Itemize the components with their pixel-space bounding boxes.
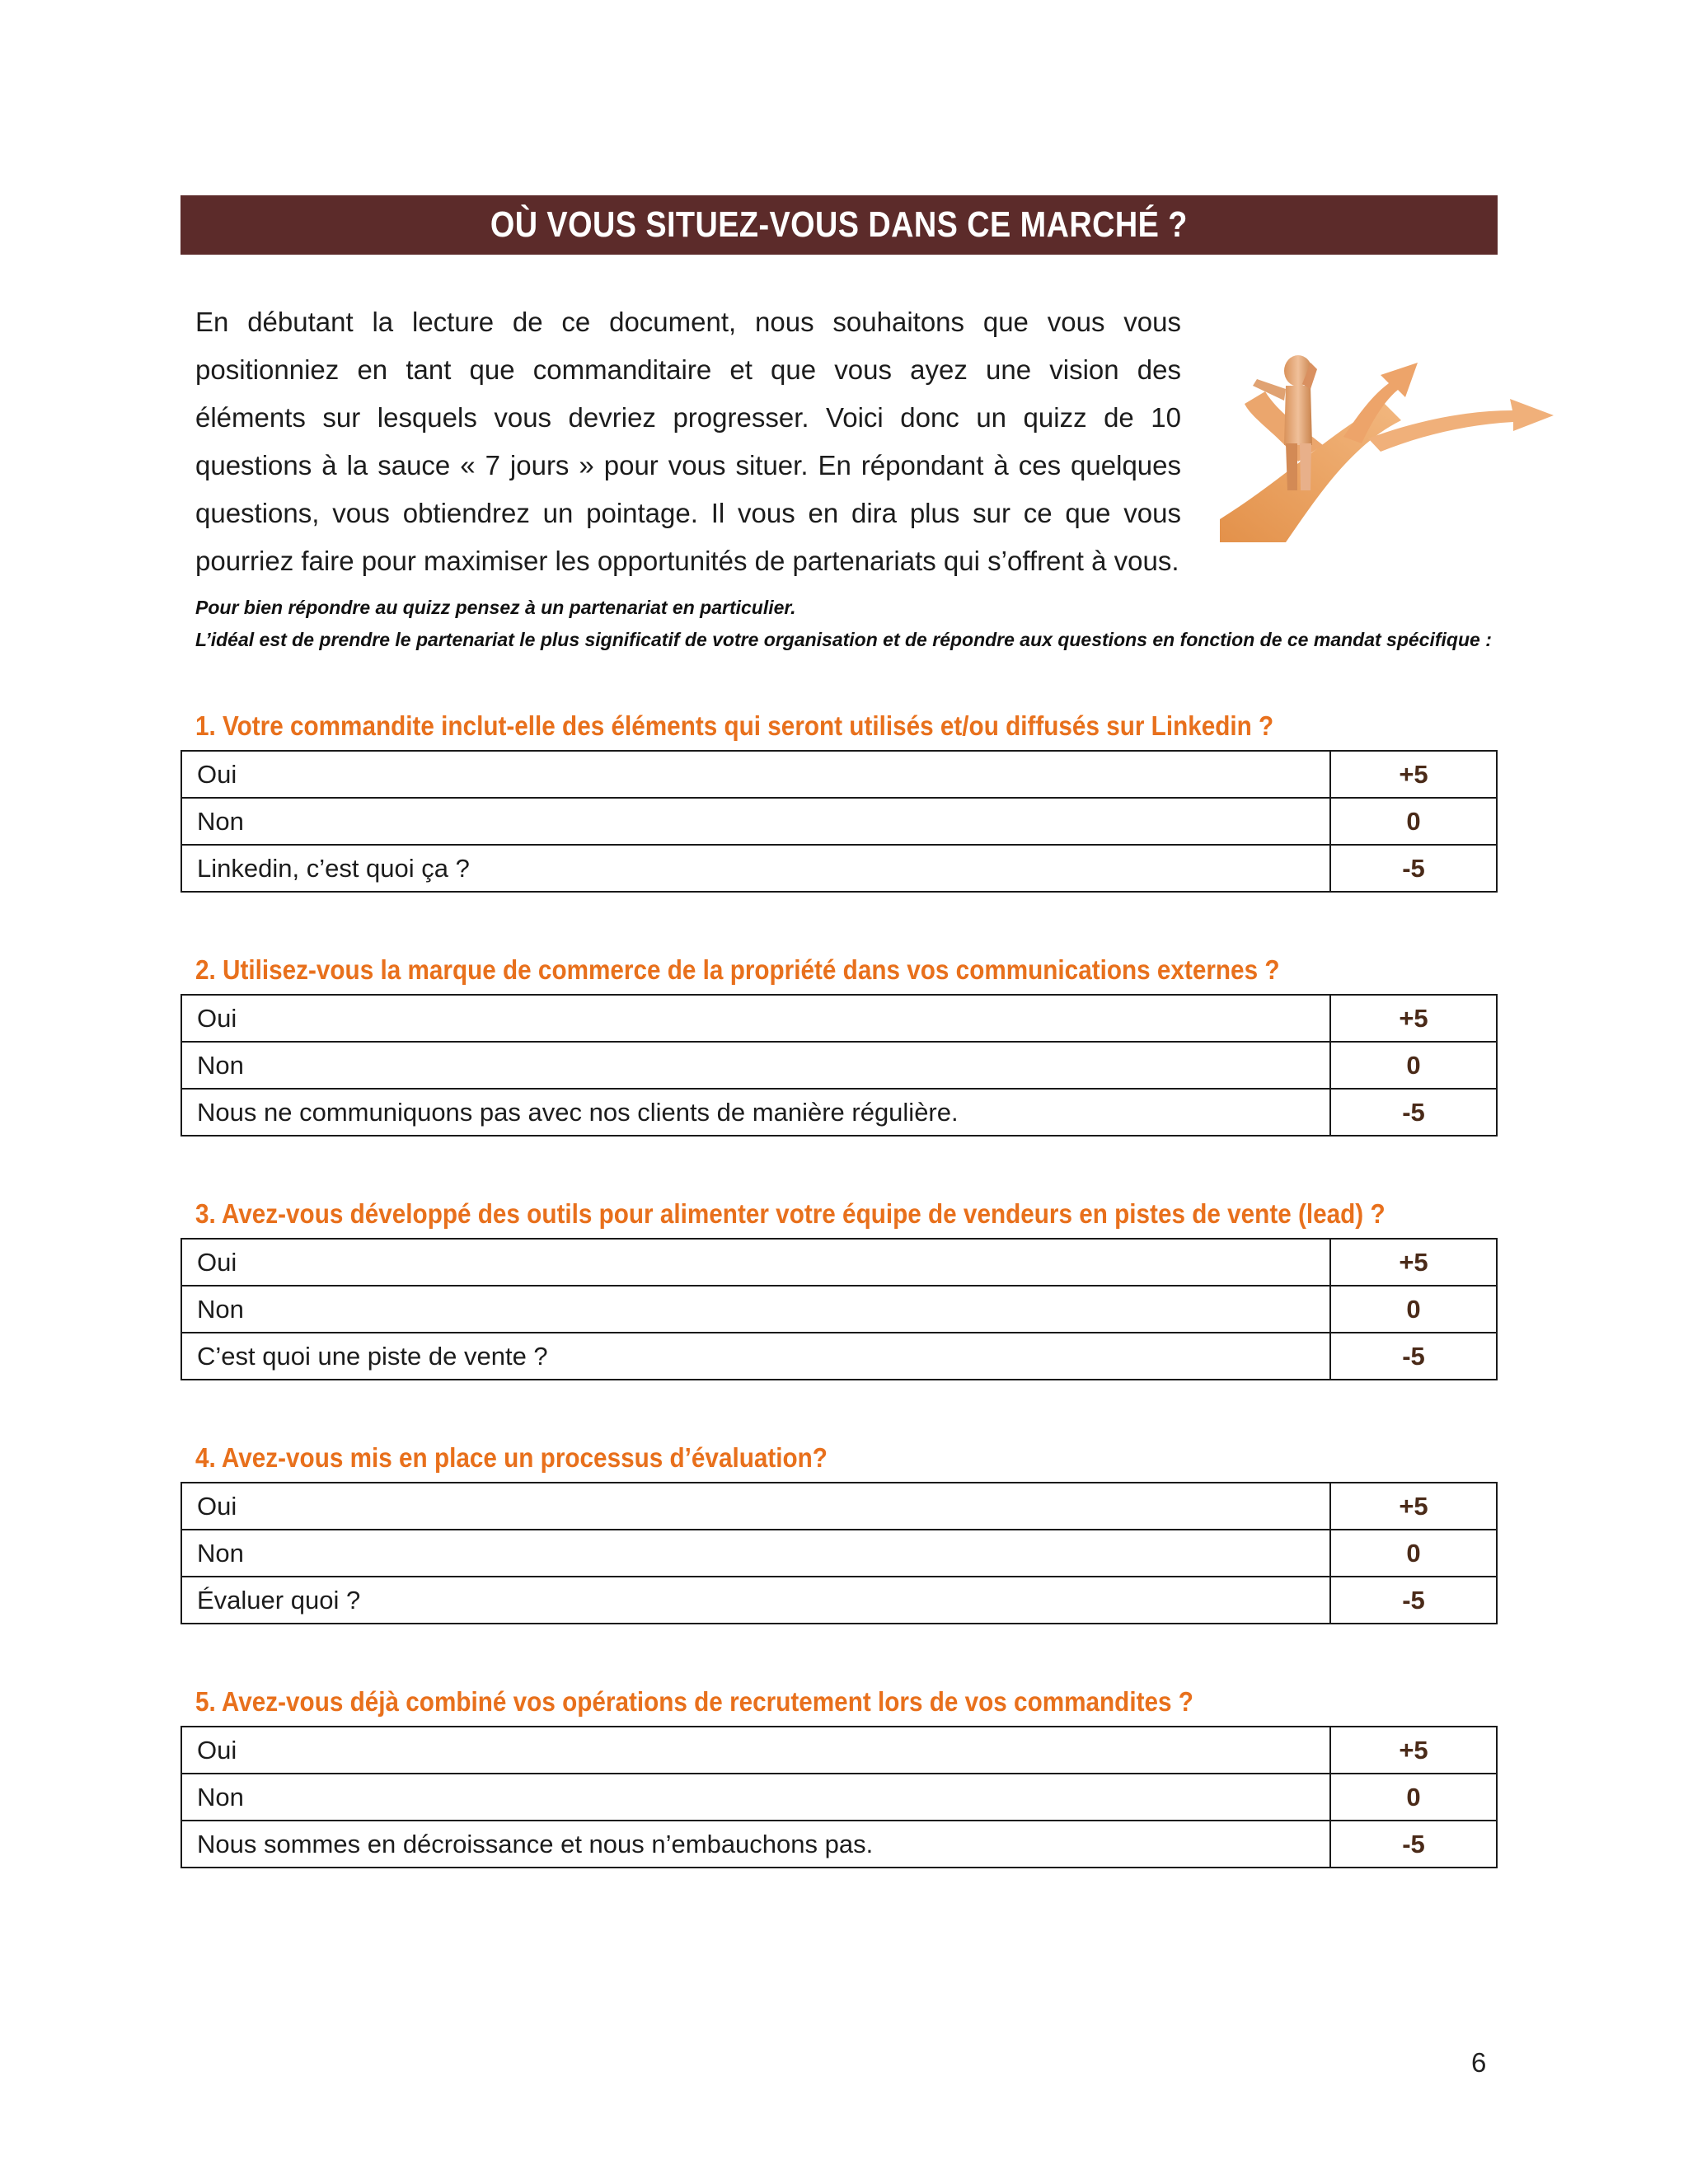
- answer-label: Non: [181, 1286, 1330, 1333]
- answers-table: [181, 1238, 1498, 1380]
- intro-paragraph: En débutant la lecture de ce document, nous souhaitons que vous vous positionniez en tant que commanditaire et que vous ayez une vision des éléments sur lesquels vous devriez progresser. Voici donc un quizz de 10 questions à la sauce « 7 jours » pour vous situer. En répondant à ces quelques questions, vous obtiendrez un pointage. Il vous en dira plus sur ce que vous pourriez faire pour maximiser les opportunités de partenariats qui s’offrent à vous.: [195, 307, 1181, 576]
- note-line-1: Pour bien répondre au quizz pensez à un partenariat en particulier.: [195, 597, 796, 618]
- answer-label: Non: [181, 1774, 1330, 1821]
- answer-label: Évaluer quoi ?: [181, 1577, 1330, 1624]
- answer-row[interactable]: [181, 845, 1497, 892]
- question-3: [181, 1190, 1498, 1380]
- answer-row[interactable]: [181, 1727, 1497, 1774]
- answer-score: 0: [1330, 798, 1497, 845]
- question-title: 5. Avez-vous déjà combiné vos opérations de recrutement lors de vos commandites ?: [195, 1686, 1193, 1717]
- answers-table: [181, 750, 1498, 893]
- answer-score: 0: [1330, 1530, 1497, 1577]
- answer-score: -5: [1330, 1089, 1497, 1136]
- answer-label: Nous ne communiquons pas avec nos clients de manière régulière.: [181, 1089, 1330, 1136]
- answer-score: 0: [1330, 1042, 1497, 1089]
- answer-score: -5: [1330, 1333, 1497, 1380]
- answer-row[interactable]: [181, 751, 1497, 798]
- answer-row[interactable]: [181, 1239, 1497, 1286]
- answer-row[interactable]: [181, 1042, 1497, 1089]
- answers-table: [181, 1726, 1498, 1868]
- question-2: [181, 946, 1498, 1137]
- page-title: OÙ VOUS SITUEZ-VOUS DANS CE MARCHÉ ?: [490, 204, 1188, 245]
- answer-row[interactable]: [181, 1821, 1497, 1868]
- answer-label: Non: [181, 798, 1330, 845]
- answer-label: Oui: [181, 1239, 1330, 1286]
- question-4: [181, 1434, 1498, 1624]
- answer-score: +5: [1330, 1727, 1497, 1774]
- answer-row[interactable]: [181, 1333, 1497, 1380]
- intro-text: [195, 298, 1181, 585]
- answer-row[interactable]: [181, 1483, 1497, 1530]
- answer-row[interactable]: [181, 995, 1497, 1042]
- answer-row[interactable]: [181, 1089, 1497, 1136]
- crossroads-figure-icon: [1220, 346, 1558, 544]
- answer-row[interactable]: [181, 1286, 1497, 1333]
- answer-score: +5: [1330, 1239, 1497, 1286]
- page-number: 6: [1471, 2047, 1487, 2078]
- answer-label: Oui: [181, 1727, 1330, 1774]
- answer-score: +5: [1330, 1483, 1497, 1530]
- answer-row[interactable]: [181, 798, 1497, 845]
- answer-score: 0: [1330, 1774, 1497, 1821]
- answer-label: Nous sommes en décroissance et nous n’embauchons pas.: [181, 1821, 1330, 1868]
- answer-label: Linkedin, c’est quoi ça ?: [181, 845, 1330, 892]
- question-5: [181, 1678, 1498, 1868]
- answer-score: 0: [1330, 1286, 1497, 1333]
- question-1: [181, 702, 1498, 893]
- question-title: 1. Votre commandite inclut-elle des éléments qui seront utilisés et/ou diffusés sur Linkedin ?: [195, 710, 1274, 741]
- answer-row[interactable]: [181, 1530, 1497, 1577]
- answer-score: -5: [1330, 845, 1497, 892]
- answer-score: -5: [1330, 1821, 1497, 1868]
- answer-label: Oui: [181, 1483, 1330, 1530]
- answer-score: +5: [1330, 995, 1497, 1042]
- answers-table: [181, 994, 1498, 1137]
- title-bar: [181, 195, 1498, 255]
- question-title: 3. Avez-vous développé des outils pour alimenter votre équipe de vendeurs en pistes de vente (lead) ?: [195, 1198, 1386, 1229]
- question-title: 4. Avez-vous mis en place un processus d’évaluation?: [195, 1442, 828, 1473]
- note-line-2: L’idéal est de prendre le partenariat le plus significatif de votre organisation et de répondre aux questions en fonction de ce mandat spécifique :: [195, 629, 1492, 650]
- answer-label: Oui: [181, 995, 1330, 1042]
- instructions-note: [195, 592, 1498, 656]
- question-title: 2. Utilisez-vous la marque de commerce de la propriété dans vos communications externes ?: [195, 954, 1280, 985]
- answer-score: +5: [1330, 751, 1497, 798]
- answer-row[interactable]: [181, 1774, 1497, 1821]
- answer-score: -5: [1330, 1577, 1497, 1624]
- answers-table: [181, 1482, 1498, 1624]
- answer-label: Non: [181, 1530, 1330, 1577]
- answer-row[interactable]: [181, 1577, 1497, 1624]
- answer-label: Oui: [181, 751, 1330, 798]
- answer-label: Non: [181, 1042, 1330, 1089]
- answer-label: C’est quoi une piste de vente ?: [181, 1333, 1330, 1380]
